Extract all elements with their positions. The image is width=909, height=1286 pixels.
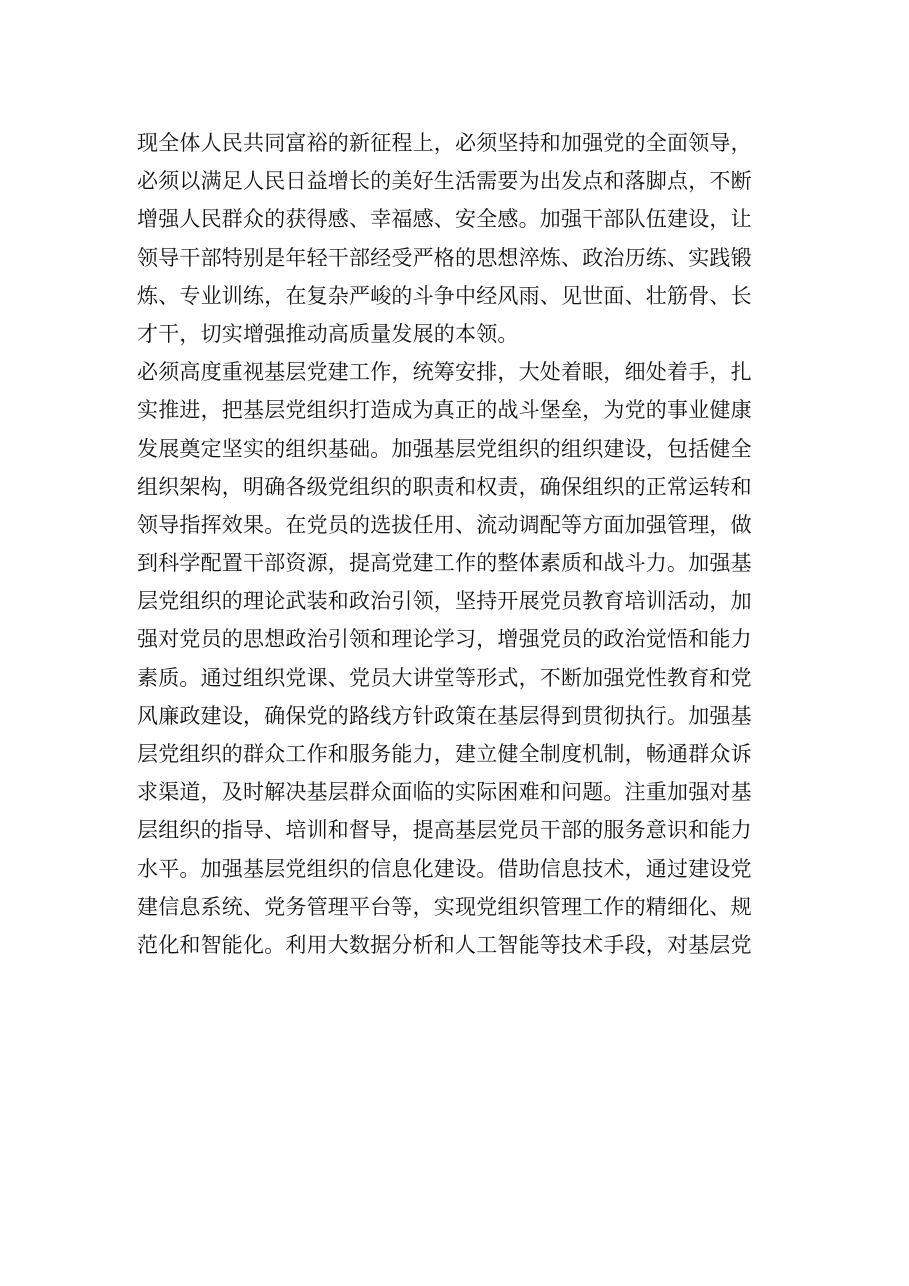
text-line: 增强人民群众的获得感、幸福感、安全感。加强干部队伍建设，让	[137, 207, 752, 232]
text-line: 范化和智能化。利用大数据分析和人工智能等技术手段，对基层党	[137, 932, 752, 957]
text-line: 组织架构，明确各级党组织的职责和权责，确保组织的正常运转和	[137, 474, 752, 499]
text-line: 层组织的指导、培训和督导，提高基层党员干部的服务意识和能力	[137, 818, 752, 843]
body-text	[137, 124, 777, 964]
text-line: 建信息系统、党务管理平台等，实现党组织管理工作的精细化、规	[137, 894, 752, 919]
text-line: 必须以满足人民日益增长的美好生活需要为出发点和落脚点，不断	[137, 169, 752, 194]
text-line: 强对党员的思想政治引领和理论学习，增强党员的政治觉悟和能力	[137, 627, 752, 652]
text-line: 层党组织的理论武装和政治引领，坚持开展党员教育培训活动，加	[137, 589, 752, 614]
text-line: 水平。加强基层党组织的信息化建设。借助信息技术，通过建设党	[137, 856, 752, 881]
text-line: 素质。通过组织党课、党员大讲堂等形式，不断加强党性教育和党	[137, 665, 752, 690]
text-line: 炼、专业训练，在复杂严峻的斗争中经风雨、见世面、壮筋骨、长	[137, 283, 752, 308]
text-line: 到科学配置干部资源，提高党建工作的整体素质和战斗力。加强基	[137, 551, 752, 576]
text-line: 领导干部特别是年轻干部经受严格的思想淬炼、政治历练、实践锻	[137, 245, 752, 270]
text-line: 必须高度重视基层党建工作，统筹安排，大处着眼，细处着手，扎	[137, 360, 752, 385]
text-line: 发展奠定坚实的组织基础。加强基层党组织的组织建设，包括健全	[137, 436, 752, 461]
text-line: 实推进，把基层党组织打造成为真正的战斗堡垒，为党的事业健康	[137, 398, 752, 423]
text-line: 才干，切实增强推动高质量发展的本领。	[137, 321, 519, 346]
text-line: 现全体人民共同富裕的新征程上，必须坚持和加强党的全面领导，	[137, 131, 752, 155]
text-line: 求渠道，及时解决基层群众面临的实际困难和问题。注重加强对基	[137, 780, 752, 805]
text-line: 风廉政建设，确保党的路线方针政策在基层得到贯彻执行。加强基	[137, 703, 752, 728]
text-line: 层党组织的群众工作和服务能力，建立健全制度机制，畅通群众诉	[137, 742, 752, 766]
text-line: 领导指挥效果。在党员的选拔任用、流动调配等方面加强管理，做	[137, 512, 752, 537]
